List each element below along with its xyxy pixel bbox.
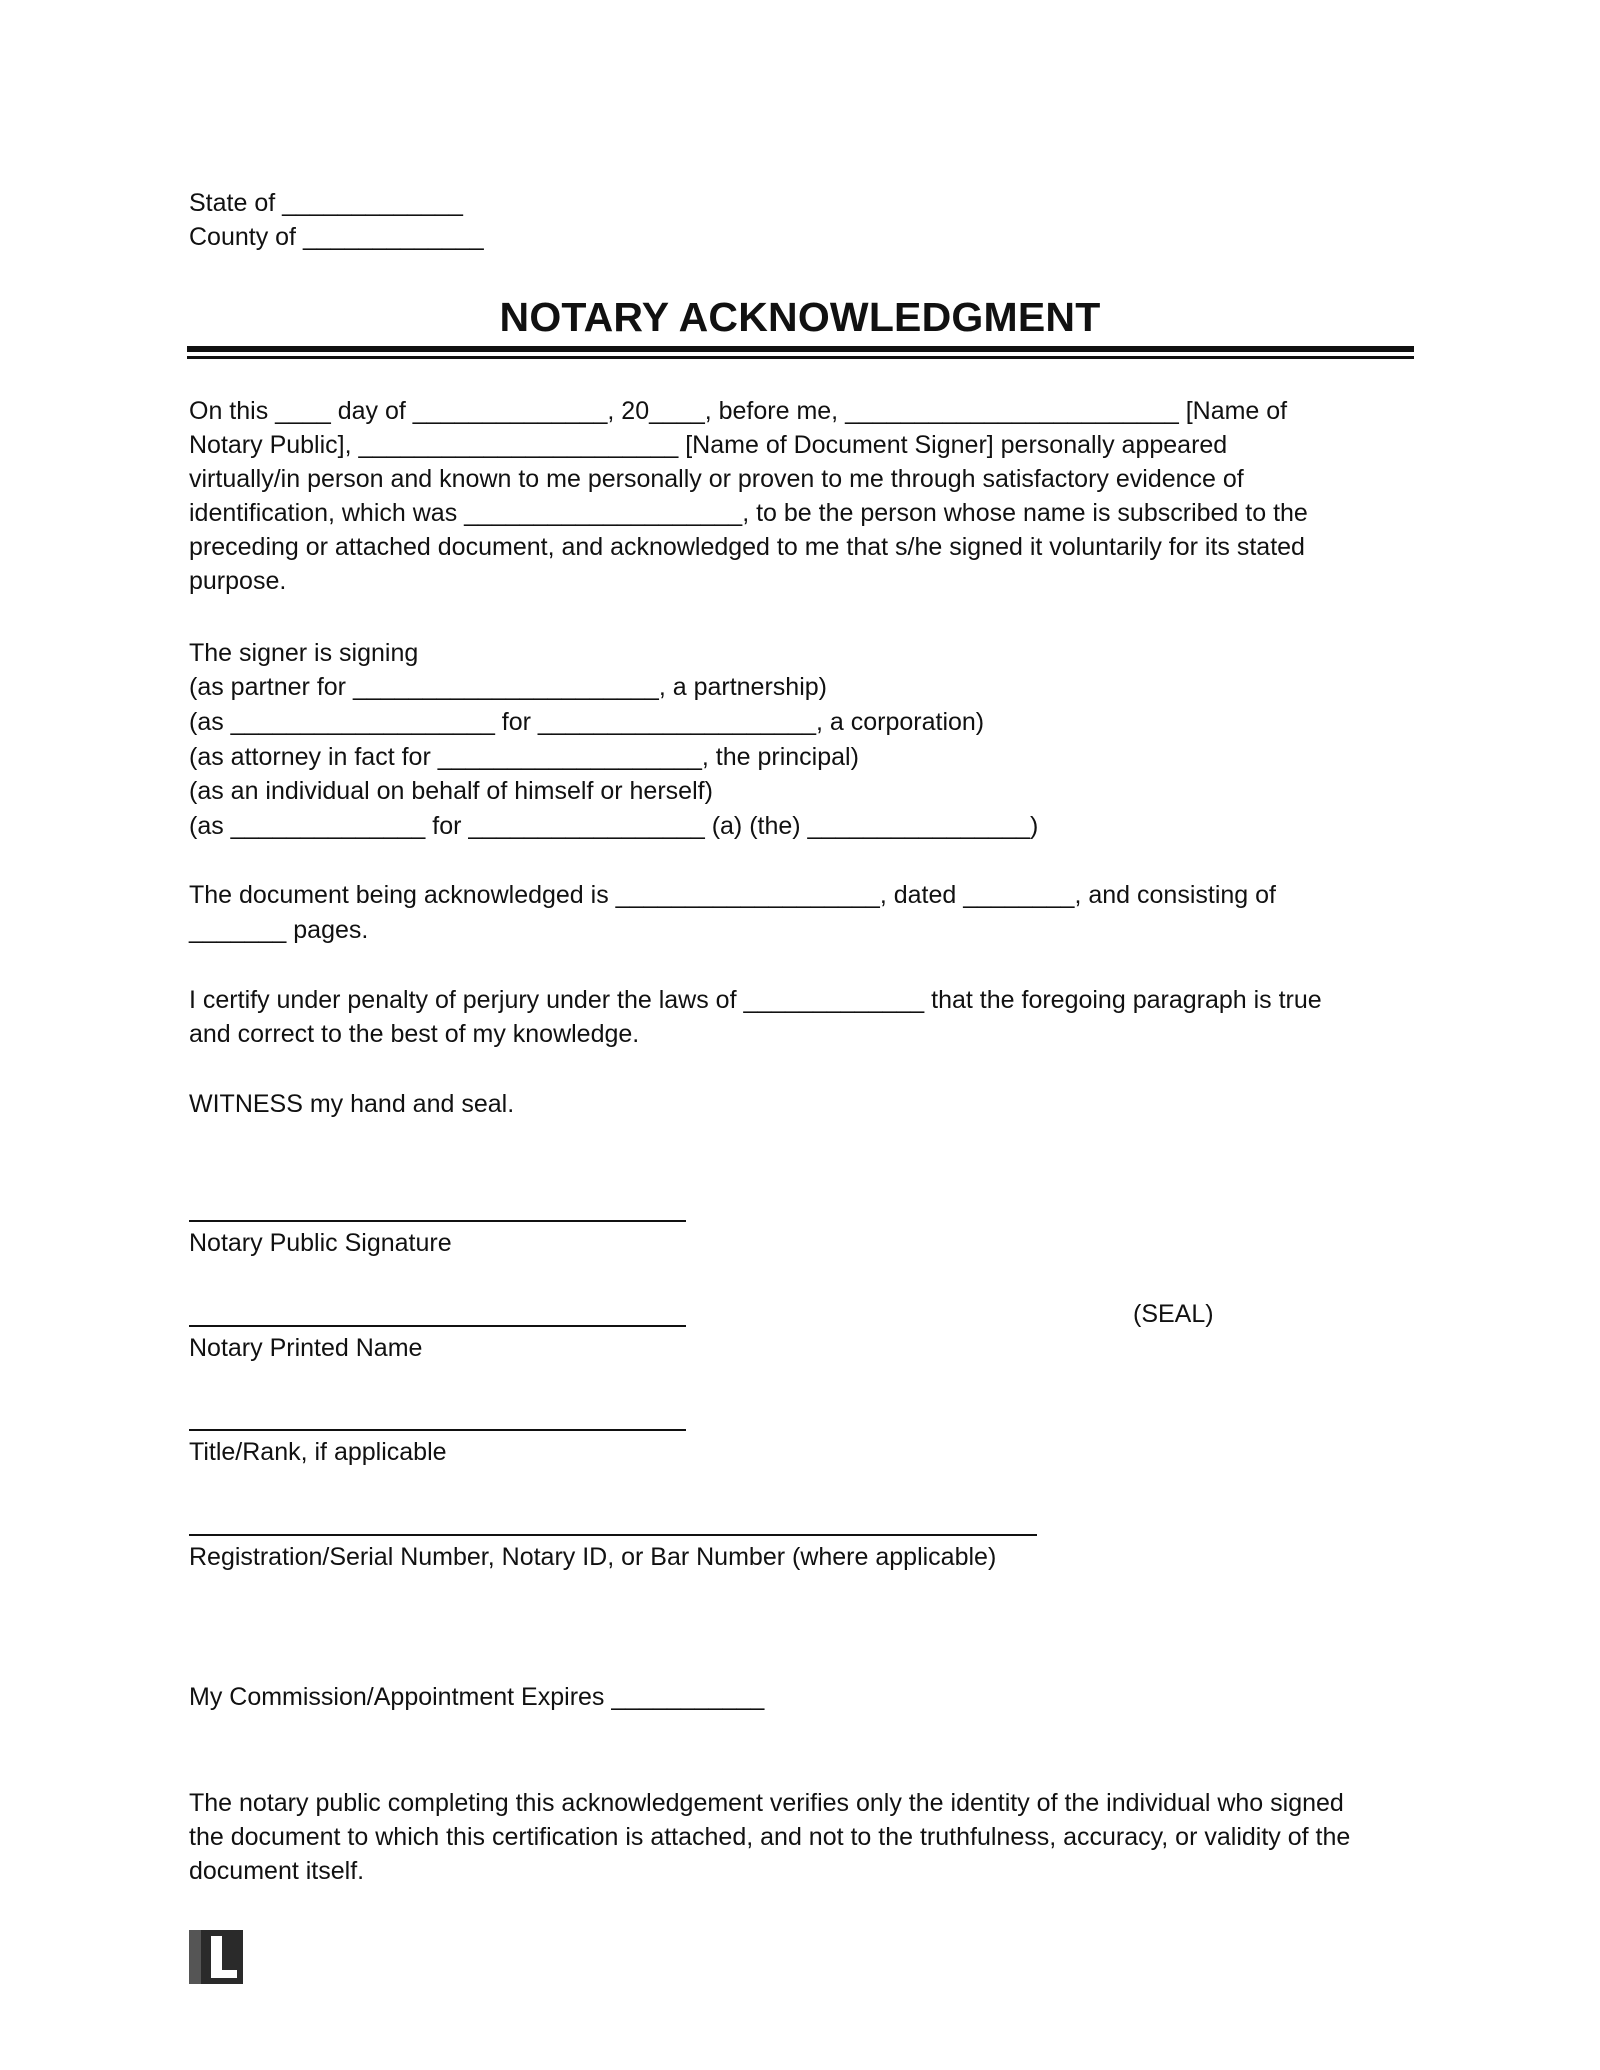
capacity-option: (as an individual on behalf of himself or herself)	[189, 777, 713, 805]
notary-signature-label: Notary Public Signature	[189, 1229, 452, 1257]
paragraph1-line: Notary Public], _______________________ [Name of Document Signer] personally appeared	[189, 431, 1228, 459]
disclaimer-line: The notary public completing this acknowledgement verifies only the identity of the individual who signed	[189, 1789, 1344, 1817]
registration-line	[189, 1534, 1037, 1536]
certify-paragraph-line: and correct to the best of my knowledge.	[189, 1020, 640, 1048]
title-rank-label: Title/Rank, if applicable	[189, 1438, 447, 1466]
notary-printed-name-line	[189, 1325, 686, 1327]
capacity-heading: The signer is signing	[189, 639, 419, 667]
state-field-line: State of _____________	[189, 189, 463, 217]
paragraph1-line: identification, which was ____________________, to be the person whose name is subscribed to the	[189, 499, 1308, 527]
disclaimer-line: document itself.	[189, 1857, 365, 1885]
title-rank-line	[189, 1429, 686, 1431]
paragraph1-line: On this ____ day of ______________, 20____, before me, ________________________ [Name of	[189, 397, 1288, 425]
registration-label: Registration/Serial Number, Notary ID, or Bar Number (where applicable)	[189, 1543, 997, 1571]
title-rule-thin	[187, 356, 1414, 359]
seal-label: (SEAL)	[1133, 1300, 1214, 1328]
capacity-option: (as attorney in fact for ___________________, the principal)	[189, 743, 859, 771]
county-field-line: County of _____________	[189, 223, 484, 251]
notary-printed-name-label: Notary Printed Name	[189, 1334, 423, 1362]
paragraph1-line: preceding or attached document, and acknowledged to me that s/he signed it voluntarily for its stated	[189, 533, 1305, 561]
witness-line: WITNESS my hand and seal.	[189, 1090, 515, 1118]
notary-signature-line	[189, 1220, 686, 1222]
document-paragraph-line: _______ pages.	[189, 916, 369, 944]
capacity-option: (as ______________ for _________________ (a) (the) ________________)	[189, 812, 1039, 840]
legal-l-logo-icon	[189, 1930, 243, 1984]
capacity-option: (as ___________________ for ____________________, a corporation)	[189, 708, 985, 736]
paragraph1-line: purpose.	[189, 567, 287, 595]
document-title: NOTARY ACKNOWLEDGMENT	[499, 294, 1101, 340]
capacity-option: (as partner for ______________________, a partnership)	[189, 673, 827, 701]
commission-expires-line: My Commission/Appointment Expires ___________	[189, 1683, 765, 1711]
title-rule-thick	[187, 346, 1414, 352]
paragraph1-line: virtually/in person and known to me personally or proven to me through satisfactory evidence of	[189, 465, 1244, 493]
certify-paragraph-line: I certify under penalty of perjury under the laws of _____________ that the foregoing paragraph is true	[189, 986, 1322, 1014]
disclaimer-line: the document to which this certification is attached, and not to the truthfulness, accuracy, or validity of the	[189, 1823, 1351, 1851]
document-paragraph-line: The document being acknowledged is ___________________, dated ________, and consisting of	[189, 881, 1276, 909]
